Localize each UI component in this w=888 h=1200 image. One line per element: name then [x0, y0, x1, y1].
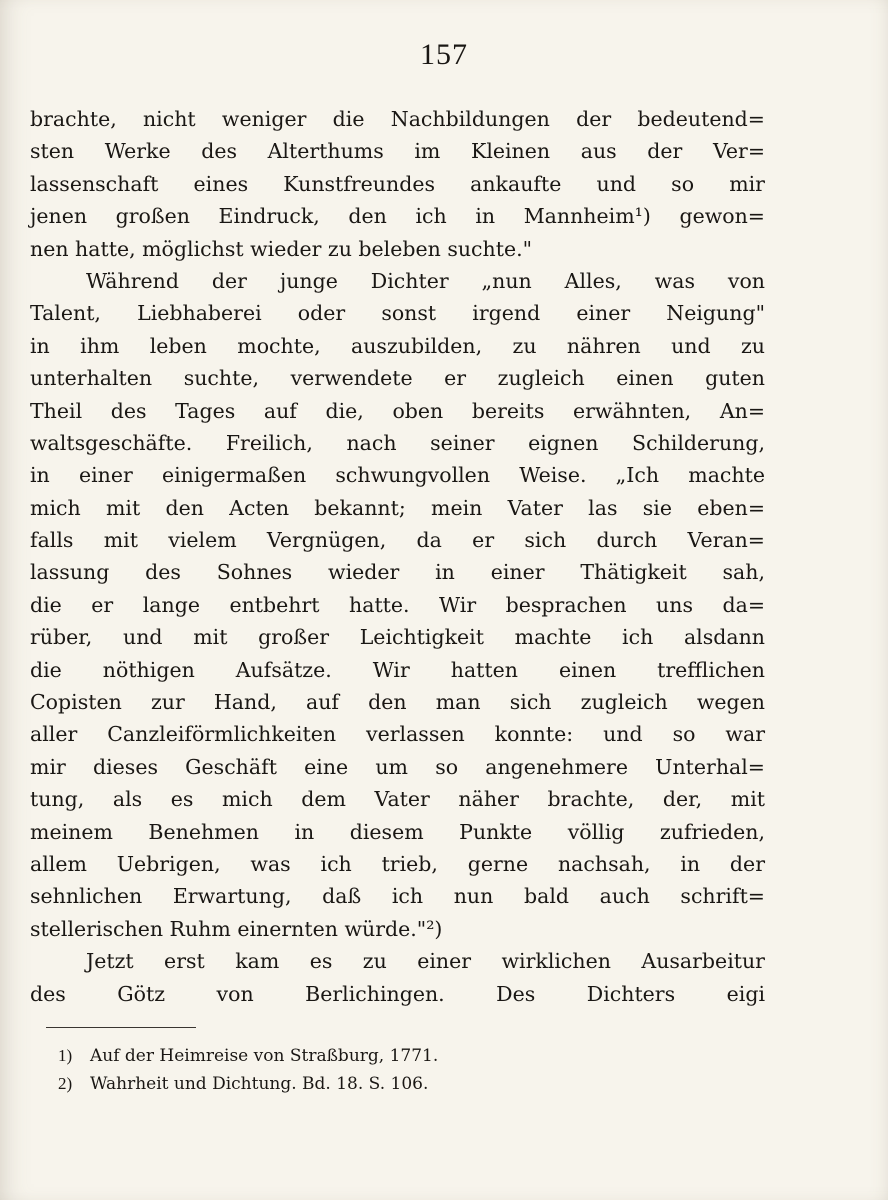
text-line: waltsgeschäfte. Freilich, nach seiner eignen Schilderung,	[30, 430, 765, 455]
footnote	[58, 1070, 658, 1098]
text-line: meinem Benehmen in diesem Punkte völlig zufrieden,	[30, 819, 765, 844]
text-line: Theil des Tages auf die, oben bereits erwähnten, An=	[30, 398, 765, 423]
text-line: lassenschaft eines Kunstfreundes ankaufte und so mir	[30, 171, 765, 196]
text-line: die nöthigen Aufsätze. Wir hatten einen trefflichen	[30, 657, 765, 682]
text-line: tung, als es mich dem Vater näher brachte, der, mit	[30, 787, 765, 812]
text-line: Talent, Liebhaberei oder sonst irgend einer Neigung"	[30, 301, 765, 326]
text-line: brachte, nicht weniger die Nachbildungen der bedeutend=	[30, 107, 765, 131]
text-line: rüber, und mit großer Leichtigkeit machte ich alsdann	[30, 625, 765, 650]
text-line: falls mit vielem Vergnügen, da er sich durch Veran=	[30, 528, 765, 553]
text-line: jenen großen Eindruck, den ich in Mannheim¹) gewon=	[30, 204, 765, 229]
text-line: aller Canzleiförmlichkeiten verlassen konnte: und so war	[30, 722, 765, 747]
text-line: allem Uebrigen, was ich trieb, gerne nachsah, in der	[30, 851, 765, 876]
text-line: Während der junge Dichter „nun Alles, was von	[86, 268, 765, 293]
text-line: Jetzt erst kam es zu einer wirklichen Ausarbeitur	[86, 949, 765, 974]
footnote-mark: 2)	[58, 1074, 73, 1093]
text-line: nen hatte, möglichst wieder zu beleben suchte."	[30, 236, 533, 261]
page-number: 157	[420, 38, 468, 71]
footnote-text: Wahrheit und Dichtung. Bd. 18. S. 106.	[90, 1074, 429, 1094]
text-line: sten Werke des Alterthums im Kleinen aus der Ver=	[30, 139, 765, 164]
footnote-text: Auf der Heimreise von Straßburg, 1771.	[90, 1046, 439, 1066]
footnotes	[58, 1042, 658, 1098]
text-line: stellerischen Ruhm einernten würde."²)	[30, 916, 443, 941]
text-line: in einer einigermaßen schwungvollen Weise. „Ich machte	[30, 463, 765, 488]
text-line: Copisten zur Hand, auf den man sich zugleich wegen	[30, 690, 765, 715]
footnote-rule	[46, 1027, 196, 1028]
text-line: unterhalten suchte, verwendete er zugleich einen guten	[30, 366, 765, 391]
text-line: sehnlichen Erwartung, daß ich nun bald auch schrift=	[30, 884, 765, 909]
text-line: lassung des Sohnes wieder in einer Thätigkeit sah,	[30, 560, 765, 585]
footnote	[58, 1042, 658, 1070]
text-line: mich mit den Acten bekannt; mein Vater las sie eben=	[30, 495, 765, 520]
text-line: in ihm leben mochte, auszubilden, zu nähren und zu	[30, 333, 765, 358]
text-line: des Götz von Berlichingen. Des Dichters eigi	[30, 981, 765, 1006]
footnote-mark: 1)	[58, 1046, 73, 1065]
text-line: mir dieses Geschäft eine um so angenehmere Unterhal=	[30, 754, 765, 779]
body-text	[30, 103, 765, 1010]
text-line: die er lange entbehrt hatte. Wir besprachen uns da=	[30, 592, 765, 617]
